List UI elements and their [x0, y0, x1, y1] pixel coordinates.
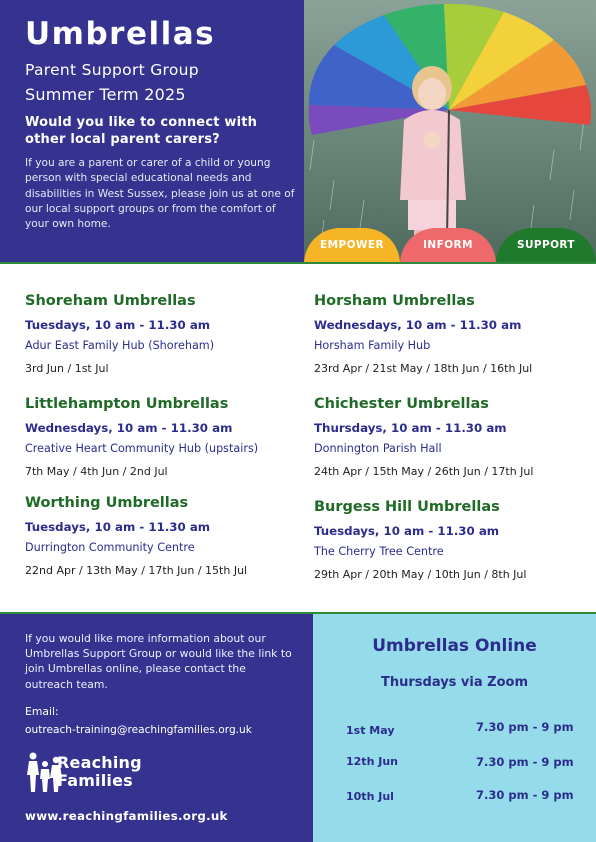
logo-line-2: Families	[57, 771, 133, 790]
contact-panel	[0, 614, 313, 842]
online-subtitle: Thursdays via Zoom	[380, 675, 528, 690]
group-dates: 7th May / 4th Jun / 2nd Jul	[25, 465, 168, 478]
online-title: Umbrellas Online	[372, 636, 537, 656]
group-venue: The Cherry Tree Centre	[314, 545, 444, 558]
group-time: Wednesdays, 10 am - 11.30 am	[314, 318, 522, 332]
session-time: 7.30 pm - 9 pm	[476, 755, 574, 769]
inform-badge: INFORM	[400, 228, 496, 264]
group-venue: Adur East Family Hub (Shoreham)	[25, 339, 215, 352]
website-link[interactable]: www.reachingfamilies.org.uk	[25, 809, 228, 823]
online-panel	[313, 614, 596, 842]
group-name: Burgess Hill Umbrellas	[314, 499, 500, 515]
term-label: Summer Term 2025	[25, 85, 186, 104]
group-littlehampton	[25, 395, 258, 479]
session-time: 7.30 pm - 9 pm	[476, 788, 574, 802]
logo-line-1: Reaching	[57, 753, 142, 772]
group-shoreham	[25, 292, 214, 376]
session-time: 7.30 pm - 9 pm	[476, 720, 574, 734]
page-subtitle: Parent Support Group	[25, 61, 199, 79]
email-label: Email:	[25, 705, 59, 718]
header-divider	[0, 262, 596, 264]
intro-question: Would you like to connect with other local parent carers?	[25, 115, 258, 147]
group-dates: 29th Apr / 20th May / 10th Jun / 8th Jul	[314, 568, 527, 581]
group-name: Horsham Umbrellas	[314, 293, 475, 309]
group-horsham	[314, 292, 532, 376]
intro-paragraph: If you are a parent or carer of a child or young person with special educational needs and disabilities in West Sussex, please join us at one of our local support groups or from the comfort of your own home.	[25, 157, 295, 231]
group-name: Chichester Umbrellas	[314, 396, 489, 412]
group-venue: Horsham Family Hub	[314, 339, 431, 352]
group-burgess-hill	[314, 498, 526, 582]
group-chichester	[314, 395, 533, 479]
group-venue: Creative Heart Community Hub (upstairs)	[25, 442, 259, 455]
logo-text	[57, 754, 142, 790]
group-dates: 23rd Apr / 21st May / 18th Jun / 16th Jul	[314, 362, 533, 375]
group-time: Thursdays, 10 am - 11.30 am	[314, 421, 507, 435]
umbrella-illustration	[304, 0, 596, 262]
group-name: Littlehampton Umbrellas	[25, 396, 229, 412]
group-venue: Durrington Community Centre	[25, 541, 195, 554]
session-date: 1st May	[346, 724, 395, 737]
page-title: Umbrellas	[25, 16, 216, 52]
group-worthing	[25, 494, 247, 578]
group-time: Tuesdays, 10 am - 11.30 am	[25, 520, 211, 534]
group-dates: 3rd Jun / 1st Jul	[25, 362, 109, 375]
group-time: Tuesdays, 10 am - 11.30 am	[314, 524, 500, 538]
session-date: 12th Jun	[346, 755, 398, 768]
group-name: Shoreham Umbrellas	[25, 293, 196, 309]
group-time: Wednesdays, 10 am - 11.30 am	[25, 421, 233, 435]
contact-info: If you would like more information about our Umbrellas Support Group or would like the link to join Umbrellas online, please contact the outreach team.	[25, 632, 292, 691]
header-text	[25, 14, 300, 232]
support-badge: SUPPORT	[496, 228, 596, 264]
group-time: Tuesdays, 10 am - 11.30 am	[25, 318, 211, 332]
group-venue: Donnington Parish Hall	[314, 442, 442, 455]
empower-badge: EMPOWER	[304, 228, 400, 264]
group-name: Worthing Umbrellas	[25, 495, 189, 511]
email-link[interactable]: outreach-training@reachingfamilies.org.uk	[25, 724, 252, 736]
session-date: 10th Jul	[346, 790, 394, 803]
umbrella-girl-photo	[304, 0, 596, 262]
group-dates: 22nd Apr / 13th May / 17th Jun / 15th Jul	[25, 564, 248, 577]
group-dates: 24th Apr / 15th May / 26th Jun / 17th Jul	[314, 465, 534, 478]
